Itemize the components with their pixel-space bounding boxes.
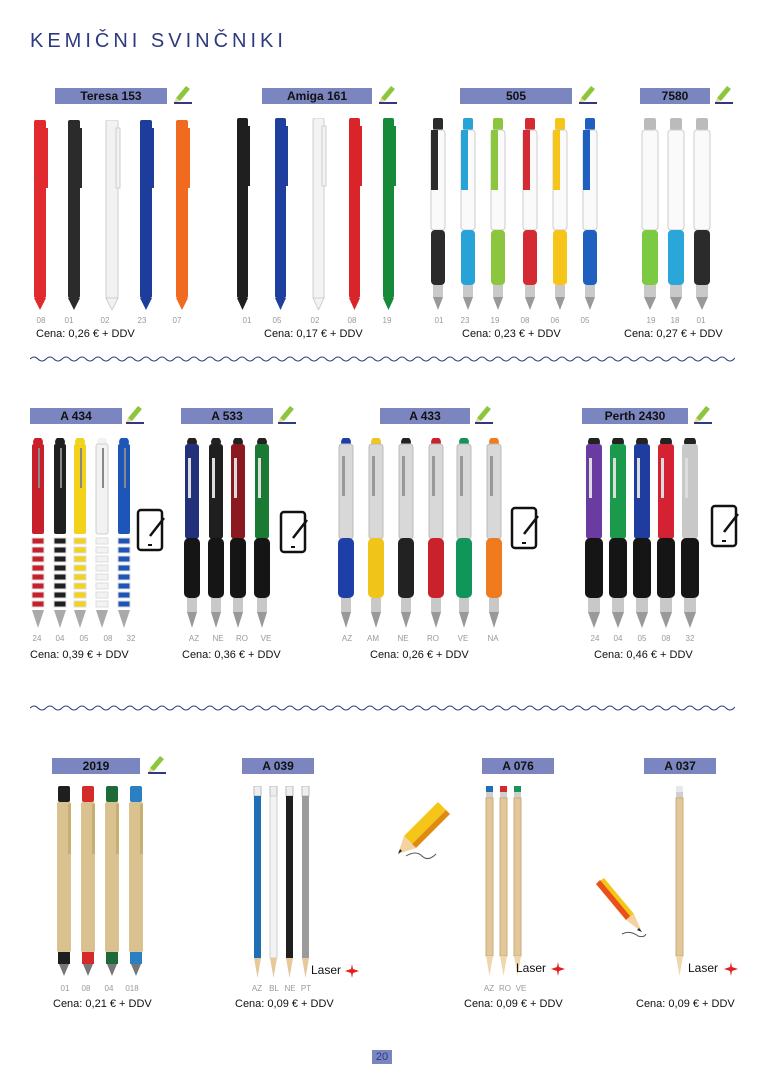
pen-illustration [653, 438, 679, 628]
product-tag-amiga-161: Amiga 161 [262, 88, 372, 104]
color-codes-a-039 [248, 984, 314, 993]
pen-illustration [334, 438, 358, 628]
pen-illustration [663, 118, 689, 310]
pencil-icon [146, 752, 168, 774]
pen-illustration [424, 438, 448, 628]
product-tag-7580: 7580 [640, 88, 710, 104]
pen-illustration [249, 786, 266, 978]
color-code: 02 [310, 316, 320, 325]
pen-illustration [250, 438, 274, 628]
page-number: 20 [372, 1050, 392, 1064]
drawing-pencil-illustration [592, 876, 648, 940]
pencil-icon [377, 82, 399, 104]
laser-label: Laser [311, 963, 342, 977]
price-a-039: Cena: 0,09 € + DDV [235, 998, 334, 1010]
color-codes-perth-2430 [584, 634, 702, 643]
product-tag-a-434: A 434 [30, 408, 122, 424]
color-code: 07 [172, 316, 182, 325]
pen-illustration [49, 438, 71, 628]
pen-illustration [29, 120, 51, 310]
color-code: 18 [670, 316, 680, 325]
color-code: 01 [60, 984, 70, 993]
color-code: 19 [646, 316, 656, 325]
color-codes-a-434 [26, 634, 142, 643]
pen-illustration [452, 438, 476, 628]
laser-star-icon [724, 962, 738, 976]
price-2019: Cena: 0,21 € + DDV [53, 998, 152, 1010]
pen-illustration [226, 438, 250, 628]
price-a-433: Cena: 0,26 € + DDV [370, 649, 469, 661]
touchscreen-phone-icon [279, 510, 311, 554]
laser-label: Laser [688, 961, 719, 975]
pen-illustration [518, 118, 542, 310]
color-code: PT [300, 984, 312, 993]
pen-illustration [180, 438, 204, 628]
pen-illustration [394, 438, 418, 628]
pen-illustration [637, 118, 663, 310]
price-505: Cena: 0,23 € + DDV [462, 328, 561, 340]
pen-illustration [689, 118, 715, 310]
pen-illustration [232, 118, 253, 310]
price-a-076: Cena: 0,09 € + DDV [464, 998, 563, 1010]
pen-illustration [605, 438, 631, 628]
pen-illustration [135, 120, 157, 310]
color-code: 08 [347, 316, 357, 325]
color-code: 02 [100, 316, 110, 325]
wave-divider [30, 355, 735, 363]
color-code: NA [487, 634, 499, 643]
color-code: 08 [81, 984, 91, 993]
color-code: 04 [55, 634, 65, 643]
wave-divider [30, 704, 735, 712]
color-code: 32 [126, 634, 136, 643]
pen-illustration [91, 438, 113, 628]
color-code: AM [367, 634, 379, 643]
color-code: 01 [242, 316, 252, 325]
pen-illustration [677, 438, 703, 628]
pen-illustration [281, 786, 298, 978]
color-code: 19 [382, 316, 392, 325]
color-codes-7580 [640, 316, 714, 325]
pen-illustration [308, 118, 329, 310]
pen-illustration [578, 118, 602, 310]
color-code: AZ [483, 984, 495, 993]
page-title: KEMIČNI SVINČNIKI [30, 30, 287, 52]
pencil-icon [692, 402, 714, 424]
pen-illustration [52, 786, 76, 976]
price-amiga-161: Cena: 0,17 € + DDV [264, 328, 363, 340]
pen-illustration [101, 120, 123, 310]
color-codes-amiga-161 [236, 316, 404, 325]
pencil-icon [276, 402, 298, 424]
pencil-icon [172, 82, 194, 104]
pen-illustration [113, 438, 135, 628]
product-tag-a-076: A 076 [482, 758, 554, 774]
color-code: 01 [696, 316, 706, 325]
pen-illustration [204, 438, 228, 628]
price-a-533: Cena: 0,36 € + DDV [182, 649, 281, 661]
color-code: NE [284, 984, 296, 993]
pen-illustration [344, 118, 365, 310]
pen-illustration [364, 438, 388, 628]
pen-illustration [63, 120, 85, 310]
pencil-icon [473, 402, 495, 424]
color-code: NE [212, 634, 224, 643]
color-code: NE [397, 634, 409, 643]
color-code: RO [427, 634, 439, 643]
product-tag-a-037: A 037 [644, 758, 716, 774]
color-code: RO [236, 634, 248, 643]
pen-illustration [69, 438, 91, 628]
product-tag-a-433: A 433 [380, 408, 470, 424]
price-teresa-153: Cena: 0,26 € + DDV [36, 328, 135, 340]
pen-illustration [124, 786, 148, 976]
pencil-icon [577, 82, 599, 104]
color-code: 08 [661, 634, 671, 643]
color-codes-teresa-153 [30, 316, 194, 325]
touchscreen-phone-icon [710, 504, 742, 548]
color-code: AZ [341, 634, 353, 643]
color-code: 08 [520, 316, 530, 325]
pen-illustration [581, 438, 607, 628]
color-codes-505 [428, 316, 600, 325]
pen-illustration [297, 786, 314, 978]
touchscreen-phone-icon [510, 506, 542, 550]
color-code: 24 [590, 634, 600, 643]
color-code: AZ [188, 634, 200, 643]
pen-illustration [27, 438, 49, 628]
color-code: 05 [272, 316, 282, 325]
color-code: 05 [580, 316, 590, 325]
laser-label: Laser [516, 961, 547, 975]
pen-illustration [171, 120, 193, 310]
product-tag-a-533: A 533 [181, 408, 273, 424]
color-code: AZ [251, 984, 263, 993]
pen-illustration [482, 438, 506, 628]
pen-illustration [265, 786, 282, 978]
color-code: 23 [137, 316, 147, 325]
price-perth-2430: Cena: 0,46 € + DDV [594, 649, 693, 661]
pen-illustration [426, 118, 450, 310]
pen-illustration [270, 118, 291, 310]
color-code: 01 [434, 316, 444, 325]
color-code: 01 [64, 316, 74, 325]
product-tag-teresa-153: Teresa 153 [55, 88, 167, 104]
color-codes-a-076 [481, 984, 529, 993]
price-a-037: Cena: 0,09 € + DDV [636, 998, 735, 1010]
color-code: 04 [104, 984, 114, 993]
price-a-434: Cena: 0,39 € + DDV [30, 649, 129, 661]
color-code: 04 [613, 634, 623, 643]
color-code: VE [260, 634, 272, 643]
laser-star-icon [551, 962, 565, 976]
pen-illustration [509, 786, 526, 976]
product-tag-2019: 2019 [52, 758, 140, 774]
pen-illustration [548, 118, 572, 310]
pen-illustration [671, 786, 688, 976]
color-code: 08 [36, 316, 46, 325]
pen-illustration [76, 786, 100, 976]
color-code: 23 [460, 316, 470, 325]
drawing-pencil-illustration [392, 798, 454, 864]
color-code: 19 [490, 316, 500, 325]
color-code: 24 [32, 634, 42, 643]
touchscreen-phone-icon [136, 508, 168, 552]
product-tag-perth-2430: Perth 2430 [582, 408, 688, 424]
color-code: 06 [550, 316, 560, 325]
color-codes-a-433 [336, 634, 508, 643]
pen-illustration [100, 786, 124, 976]
color-code: BL [269, 984, 279, 993]
laser-star-icon [345, 964, 359, 978]
pencil-icon [713, 82, 735, 104]
pen-illustration [629, 438, 655, 628]
pen-illustration [456, 118, 480, 310]
color-code: RO [499, 984, 511, 993]
color-code: VE [515, 984, 527, 993]
color-codes-a-533 [182, 634, 278, 643]
color-codes-2019 [56, 984, 144, 993]
color-code: VE [457, 634, 469, 643]
color-code: 08 [103, 634, 113, 643]
color-code: 018 [125, 984, 139, 993]
product-tag-505: 505 [460, 88, 572, 104]
pencil-icon [124, 402, 146, 424]
product-tag-a-039: A 039 [242, 758, 314, 774]
pen-illustration [378, 118, 399, 310]
color-code: 05 [637, 634, 647, 643]
pen-illustration [486, 118, 510, 310]
color-code: 32 [685, 634, 695, 643]
color-code: 05 [79, 634, 89, 643]
price-7580: Cena: 0,27 € + DDV [624, 328, 723, 340]
